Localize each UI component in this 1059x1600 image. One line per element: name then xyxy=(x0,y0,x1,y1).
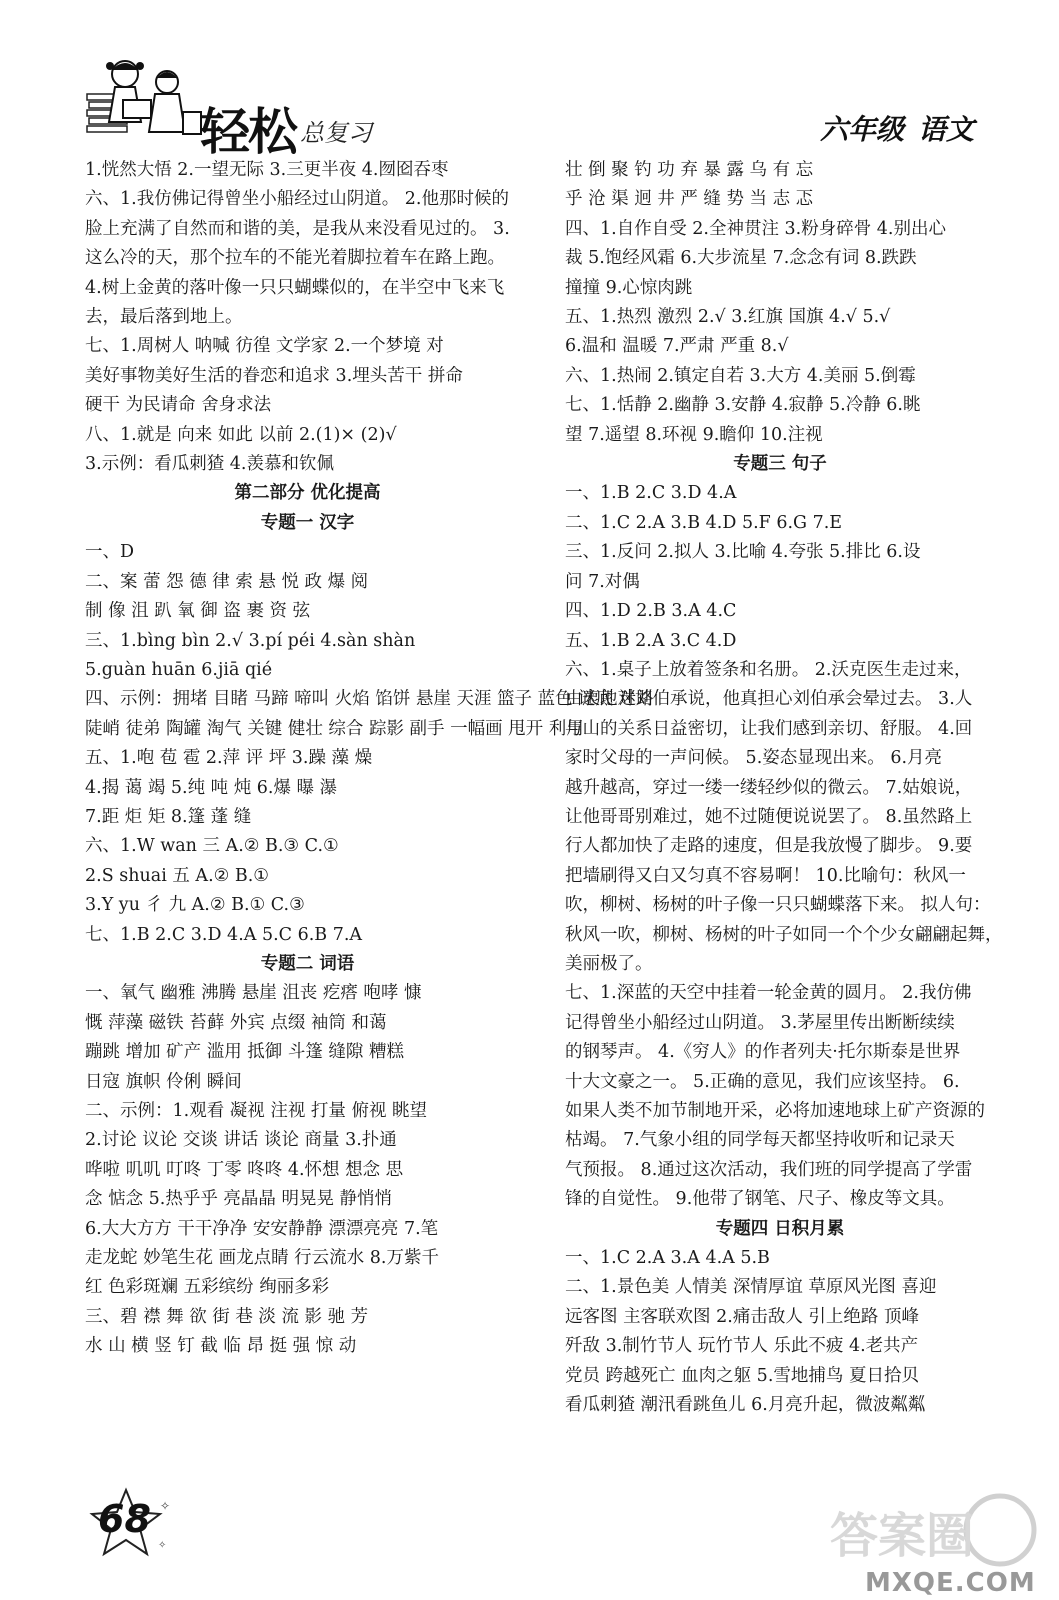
answer-line: 远客图 主客联欢图 2.痛击敌人 引上绝路 顶峰 xyxy=(565,1306,919,1327)
answer-line: 如果人类不加节制地开采，必将加速地球上矿产资源的 xyxy=(565,1101,985,1121)
brand-title: 轻松 xyxy=(200,102,296,161)
answer-line: 问 7.对偶 xyxy=(565,571,640,592)
answer-line: 锋的自觉性。 9.他带了钢笔、尺子、橡皮等文具。 xyxy=(565,1189,955,1210)
answer-line: 脸上充满了自然而和谐的美，是我从来没看见过的。 3. xyxy=(85,218,510,239)
answer-line: 把墙刷得又白又匀真不容易啊！ 10.比喻句：秋风一 xyxy=(565,865,966,886)
answer-line: 乎 沧 渠 迥 井 严 缝 势 当 志 忑 xyxy=(565,189,814,210)
answer-line: 记得曾坐小船经过山阴道。 3.茅屋里传出断断续续 xyxy=(565,1012,955,1033)
answer-line: 八、1.就是 向来 如此 以前 2.(1)× (2)√ xyxy=(85,424,397,445)
answer-line: 一、D xyxy=(85,542,135,563)
answer-line: 念 惦念 5.热乎乎 亮晶晶 明晃晃 静悄悄 xyxy=(85,1189,393,1210)
answer-line: 气预报。 8.通过这次活动，我们班的同学提高了学雷 xyxy=(565,1159,973,1180)
answer-line: 美丽极了。 xyxy=(565,953,653,974)
subject-label: 语文 xyxy=(918,113,975,146)
answer-line: 五、1.咆 苞 雹 2.萍 评 坪 3.躁 藻 燥 xyxy=(85,748,373,769)
answer-line: 望 7.遥望 8.环视 9.瞻仰 10.注视 xyxy=(565,424,823,445)
svg-text:✧: ✧ xyxy=(158,1540,167,1551)
answer-line: 二、1.C 2.A 3.B 4.D 5.F 6.G 7.E xyxy=(565,512,843,533)
brand-subtitle: 总复习 xyxy=(300,119,372,147)
answer-line: 去，最后落到地上。 xyxy=(85,307,243,328)
answer-line: 五、1.热烈 激烈 2.√ 3.红旗 国旗 4.√ 5.√ xyxy=(565,307,891,328)
answer-line: 美好事物美好生活的眷恋和追求 3.埋头苦干 拼命 xyxy=(85,365,463,386)
answer-line: 四、示例：拥堵 目睹 马蹄 啼叫 火焰 馅饼 悬崖 天涯 篮子 蓝色 谜底 迷路 xyxy=(85,689,654,710)
answer-line: 这么冷的天，那个拉车的不能光着脚拉着车在路上跑。 xyxy=(85,248,505,269)
answer-line: 制 像 沮 趴 氧 御 盗 裹 资 弦 xyxy=(85,601,311,622)
section-heading: 专题一 汉字 xyxy=(260,512,355,533)
answer-line: 陡峭 徒弟 陶罐 淘气 关键 健壮 综合 踪影 副手 一幅画 甩开 利用 xyxy=(85,718,584,739)
answer-line: 歼敌 3.制竹节人 玩竹节人 乐此不疲 4.老共产 xyxy=(565,1336,919,1357)
answer-line: 七、1.周树人 呐喊 彷徨 文学家 2.一个梦境 对 xyxy=(85,336,444,357)
section-heading: 专题二 词语 xyxy=(260,953,355,974)
section-heading: 专题四 日积月累 xyxy=(715,1218,845,1239)
page-number: 68 xyxy=(98,1497,151,1541)
answer-line: 四、1.自作自受 2.全神贯注 3.粉身碎骨 4.别出心 xyxy=(565,218,946,239)
answer-line: 3.Y yu 彳 九 A.② B.① C.③ xyxy=(85,895,305,916)
answer-line: 吹，柳树、杨树的叶子像一只只蝴蝶落下来。 拟人句： xyxy=(565,895,991,916)
answer-line: 7.距 炬 矩 8.篷 蓬 缝 xyxy=(85,806,252,827)
answer-line: 六、1.桌子上放着签条和名册。 2.沃克医生走过来， xyxy=(565,659,972,680)
answer-line: 走龙蛇 妙笔生花 画龙点睛 行云流水 8.万紫千 xyxy=(85,1248,439,1269)
answer-line: 三、1.反问 2.拟人 3.比喻 4.夸张 5.排比 6.设 xyxy=(565,542,921,563)
answer-line: 六、1.热闹 2.镇定自若 3.大方 4.美丽 5.倒霉 xyxy=(565,365,916,386)
answer-line: 硬干 为民请命 舍身求法 xyxy=(85,395,272,416)
answer-line: 越升越高，穿过一缕一缕轻纱似的微云。 7.姑娘说， xyxy=(565,777,973,798)
answer-line: 4.树上金黄的落叶像一只只蝴蝶似的，在半空中飞来飞 xyxy=(85,277,505,298)
answer-line: 日寇 旗帜 伶俐 瞬间 xyxy=(85,1071,242,1092)
answer-line: 党员 跨越死亡 血肉之躯 5.雪地捕鸟 夏日拾贝 xyxy=(565,1365,919,1386)
answer-line: 壮 倒 聚 钓 功 弃 暴 露 乌 有 忘 xyxy=(565,160,814,180)
answer-line: 与山的关系日益密切，让我们感到亲切、舒服。 4.回 xyxy=(565,718,973,739)
answer-line: 行人都加快了走路的速度，但是我放慢了脚步。 9.要 xyxy=(565,836,973,857)
answer-line: 五、1.B 2.A 3.C 4.D xyxy=(565,630,737,651)
answer-line: 的钢琴声。 4.《穷人》的作者列夫·托尔斯泰是世界 xyxy=(565,1042,961,1063)
section-heading: 专题三 句子 xyxy=(733,454,827,475)
answer-line: 红 色彩斑斓 五彩缤纷 绚丽多彩 xyxy=(85,1277,330,1298)
answer-line: 撞撞 9.心惊肉跳 xyxy=(565,277,693,298)
answer-line: 二、示例：1.观看 凝视 注视 打量 俯视 眺望 xyxy=(85,1101,428,1121)
answer-line: 5.guàn huān 6.jiā qié xyxy=(85,659,273,680)
answer-line: 枯竭。 7.气象小组的同学每天都坚持收听和记录天 xyxy=(565,1130,955,1151)
answer-line: 4.揭 蔼 竭 5.纯 吨 炖 6.爆 曝 瀑 xyxy=(85,777,338,798)
answer-line: 慨 萍藻 磁铁 苔藓 外宾 点缀 袖筒 和蔼 xyxy=(85,1012,387,1033)
answer-line: 一、氧气 幽雅 沸腾 悬崖 沮丧 疙瘩 咆哮 慷 xyxy=(85,983,422,1004)
watermark-logo-text: 答案圈 xyxy=(830,1508,975,1564)
answer-line: 秋风一吹，柳树、杨树的叶子如同一个个少女翩翩起舞， xyxy=(565,924,1003,945)
answer-line: 家时父母的一声问候。 5.姿态显现出来。 6.月亮 xyxy=(565,748,943,769)
answer-line: 三、1.bìng bìn 2.√ 3.pí péi 4.sàn shàn xyxy=(85,630,416,651)
answer-line: 七、1.恬静 2.幽静 3.安静 4.寂静 5.冷静 6.眺 xyxy=(565,395,921,416)
answer-line: 十大文豪之一。 5.正确的意见，我们应该坚持。 6. xyxy=(565,1071,960,1092)
answer-line: 蹦跳 增加 矿产 滥用 抵御 斗篷 缝隙 糟糕 xyxy=(85,1042,404,1063)
answer-line: 六、1.我仿佛记得曾坐小船经过山阴道。 2.他那时候的 xyxy=(85,189,509,210)
section-heading: 第二部分 优化提高 xyxy=(234,483,381,504)
page-header xyxy=(0,0,1059,160)
grade-label: 六年级 xyxy=(820,113,905,146)
answer-line: 2.讨论 议论 交谈 讲话 谈论 商量 3.扑通 xyxy=(85,1130,397,1151)
answer-line: 3.示例：看瓜刺猹 4.羡慕和钦佩 xyxy=(85,454,334,475)
answer-line: 裁 5.饱经风霜 6.大步流星 7.念念有词 8.跌跌 xyxy=(565,248,917,269)
answer-line: 七、1.B 2.C 3.D 4.A 5.C 6.B 7.A xyxy=(85,924,363,945)
answer-line: 六、1.W wan 三 A.② B.③ C.① xyxy=(85,836,339,857)
answer-line: 6.温和 温暖 7.严肃 严重 8.√ xyxy=(565,336,789,357)
answer-line: 一、1.B 2.C 3.D 4.A xyxy=(565,483,737,504)
watermark-url: MXQE.COM xyxy=(865,1568,1036,1598)
answer-line: 看瓜刺猹 潮汛看跳鱼儿 6.月亮升起，微波粼粼 xyxy=(565,1395,926,1416)
answer-line: 二、1.景色美 人情美 深情厚谊 草原风光图 喜迎 xyxy=(565,1277,937,1298)
answer-line: 6.大大方方 干干净净 安安静静 漂漂亮亮 7.笔 xyxy=(85,1218,439,1239)
answer-line: 哗啦 叽叽 叮咚 丁零 咚咚 4.怀想 想念 思 xyxy=(85,1159,404,1180)
answer-line: 四、1.D 2.B 3.A 4.C xyxy=(565,601,737,622)
reading-kids-illustration xyxy=(85,52,205,142)
answer-line: 二、案 蕾 怨 德 律 索 悬 悦 政 爆 阅 xyxy=(85,571,369,592)
right-column xyxy=(565,156,1003,1420)
answer-line: 2.S shuai 五 A.② B.① xyxy=(85,865,269,886)
answer-line: 水 山 横 竖 钉 截 临 昂 挺 强 惊 动 xyxy=(85,1336,357,1357)
answer-line: 七、1.深蓝的天空中挂着一轮金黄的圆月。 2.我仿佛 xyxy=(565,983,972,1004)
answer-line: 1.恍然大悟 2.一望无际 3.三更半夜 4.囫囵吞枣 xyxy=(85,160,449,180)
answer-line: 三、碧 襟 舞 欲 街 巷 淡 流 影 驰 芳 xyxy=(85,1306,369,1327)
answer-line: 让他哥哥别难过，她不过随便说说罢了。 8.虽然路上 xyxy=(565,806,973,827)
answer-line: 一、1.C 2.A 3.A 4.A 5.B xyxy=(565,1248,770,1269)
answer-line: 由衷地对刘伯承说，他真担心刘伯承会晕过去。 3.人 xyxy=(565,689,973,710)
svg-text:✧: ✧ xyxy=(160,1499,171,1513)
